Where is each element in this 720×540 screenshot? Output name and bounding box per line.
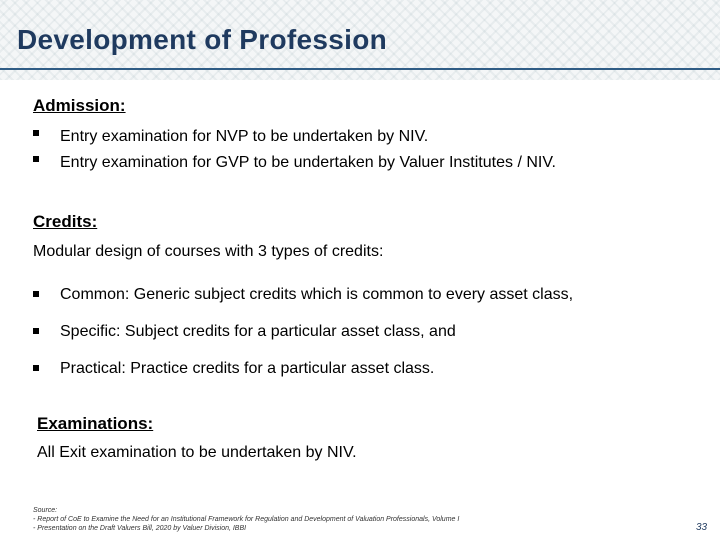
source-note <box>33 506 459 533</box>
credits-heading: Credits: <box>33 212 98 231</box>
list-item <box>33 350 573 387</box>
source-item: - Report of CoE to Examine the Need for an Institutional Framework for Regulation and Development of Valuation Professionals, Volume I <box>33 515 459 524</box>
list-item <box>33 313 573 350</box>
header-divider <box>0 68 720 70</box>
credits-intro: Modular design of courses with 3 types of credits: <box>33 243 384 260</box>
examinations-text: All Exit examination to be undertaken by NIV. <box>37 444 357 461</box>
square-bullet-icon <box>33 291 39 297</box>
slide-header <box>0 0 720 80</box>
examinations-heading: Examinations: <box>37 414 154 433</box>
list-item <box>33 276 573 313</box>
source-label: Source: <box>33 507 58 514</box>
list-item <box>33 150 556 176</box>
admission-list <box>33 124 556 176</box>
slide-title: Development of Profession <box>17 24 388 55</box>
page-number: 33 <box>696 522 708 533</box>
square-bullet-icon <box>33 365 39 371</box>
square-bullet-icon <box>33 156 39 162</box>
admission-item: Entry examination for GVP to be undertaken by Valuer Institutes / NIV. <box>60 154 556 171</box>
admission-item: Entry examination for NVP to be undertaken by NIV. <box>60 128 429 145</box>
credits-item: Specific: Subject credits for a particular asset class, and <box>60 323 456 340</box>
credits-item: Common: Generic subject credits which is common to every asset class, <box>60 286 574 303</box>
admission-heading: Admission: <box>33 96 126 115</box>
square-bullet-icon <box>33 130 39 136</box>
credits-item: Practical: Practice credits for a particular asset class. <box>60 360 435 377</box>
square-bullet-icon <box>33 328 39 334</box>
list-item <box>33 124 556 150</box>
source-item: - Presentation on the Draft Valuers Bill, 2020 by Valuer Division, IBBI <box>33 524 459 533</box>
credits-list <box>33 276 573 387</box>
